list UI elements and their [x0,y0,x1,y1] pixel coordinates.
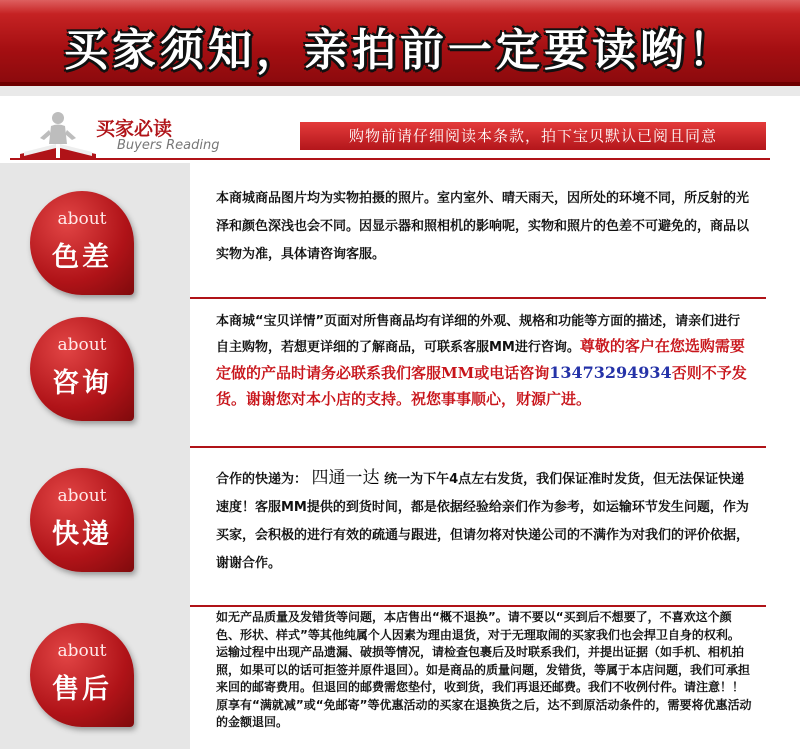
closing-notice: 否则不予发货。谢谢您对本小店的支持。祝您事事顺心，财源广进。 [216,364,747,408]
content-box [190,605,766,749]
badge-after-sales [30,623,134,727]
section-text [216,464,752,578]
shipping-details: 统一为下午4点左右发货，我们保证准时发货，但无法保证快递速度！客服MM提供的到货时间，都是依据经验给亲们作为参考，如运输环节发生问题，作为买家，会积极的进行有效的疏通与跟进，但请勿将对快递公司的不满作为对我们的评价依据，谢谢合作。 [216,472,750,571]
banner-title: 买家须知，亲拍前一定要读哟！ [64,25,736,76]
buyers-reading-header [0,104,800,160]
shipping-intro: 合作的快递为： [216,472,308,487]
badge-topic-label: 快递 [52,519,112,550]
badge-about-label: about [57,209,107,229]
badge-topic-label: 售后 [52,674,112,705]
content-box [190,446,766,604]
open-book-figure-icon [18,110,98,160]
badge-about-label: about [57,335,107,355]
badge-about-label: about [57,486,107,506]
badge-about-label: about [57,641,107,661]
content-box [190,297,766,445]
badge-shipping [30,468,134,572]
banner-divider [0,86,800,96]
consult-intro-text: 本商城“宝贝详情”页面对所售商品均有详细的外观、规格和功能等方面的描述，请亲们进行自主购物，若想更详细的了解商品，可联系客服MM进行咨询。 [216,314,741,355]
courier-names: 四通一达 [311,468,380,488]
badge-topic-label: 咨询 [52,368,112,399]
custom-order-notice: 尊敬的客户在您选购需要定做的产品时请务必联系我们客服MM或电话咨询 [216,337,745,382]
badge-topic-label: 色差 [52,242,112,273]
header-title-cn: 买家必读 [96,118,173,140]
content-box [190,163,766,297]
section-text [216,309,752,413]
header-title-en: Buyers Reading [117,138,220,153]
phone-number: 13473294934 [549,363,672,382]
top-banner [0,0,800,86]
notice-bar: 购物前请仔细阅读本条款，拍下宝贝默认已阅且同意 [300,122,766,150]
badge-color-difference [30,191,134,295]
section-text: 本商城商品图片均为实物拍摄的照片。室内室外、晴天雨天，因所处的环境不同，所反射的光泽和颜色深浅也会不同。因显示器和照相机的影响呢，实物和照片的色差不可避免的，商品以实物为准，具体请咨询客服。 [216,191,750,262]
badge-consultation [30,317,134,421]
header-divider [10,158,770,160]
section-text: 如无产品质量及发错货等问题，本店售出“概不退换”。请不要以“买到后不想要了，不喜欢这个颜色、形状、样式”等其他纯属个人因素为理由退货，对于无理取闹的买家我们也会捍卫自身的权利。 运输过程中出现产品遗漏、破损等情况，请检查包裹后及时联系我们，并提出证据（如手机、相机拍照，如果可以的话可拒签并原件退回）。如是商品的质量问题，发错货，等属于本店问题，我们可承担来回的邮寄费用。但退回的邮费需您垫付，收到货，我们再退还邮费。我们不收例付件。请注意！！ 原享有“满就减”或“免邮寄”等优惠活动的买家在退换货之后，达不到原活动条件的，需要将优惠活动的金额退回。 [216,610,752,729]
